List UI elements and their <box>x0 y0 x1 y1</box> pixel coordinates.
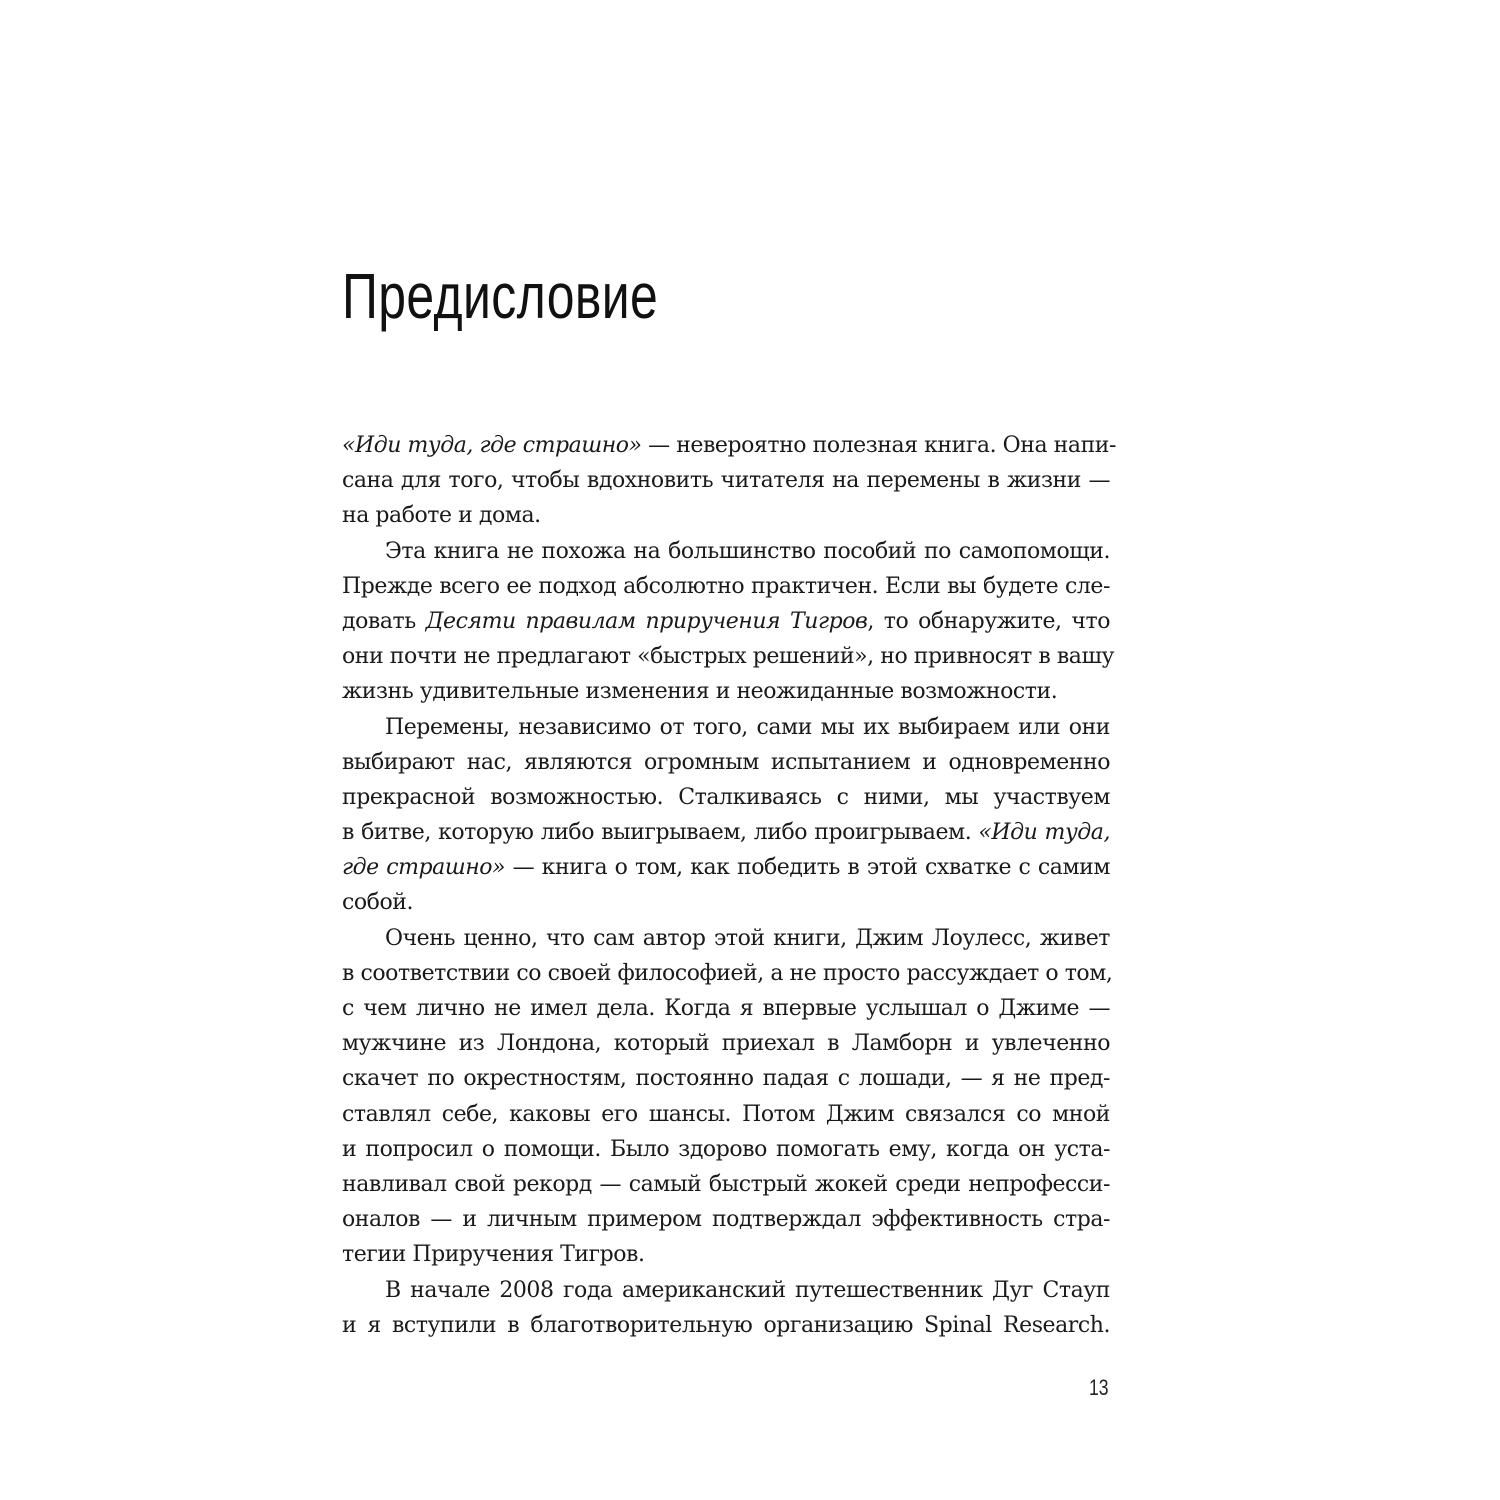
text-run: на работе и дома. <box>342 503 541 529</box>
text-run: они почти не предлагают «быстрых решений», но привносят в вашу <box>342 644 1114 670</box>
paragraph <box>342 921 1113 1273</box>
paragraph <box>342 1273 1110 1343</box>
text-line <box>342 745 1110 780</box>
italic-text: где страшно» <box>342 855 506 881</box>
text-line <box>342 1273 1110 1308</box>
text-run: Прежде всего ее подход абсолютно практичен. Если вы будете сле- <box>342 573 1110 599</box>
text-line <box>342 1026 1110 1061</box>
text-run: Эта книга не похожа на большинство пособий по самопомощи. <box>385 538 1110 564</box>
text-run: ставлял себе, каковы его шансы. Потом Джим связался со мной <box>342 1101 1110 1127</box>
text-line <box>342 1167 1110 1202</box>
text-run: Перемены, независимо от того, сами мы их выбираем или они <box>385 714 1110 740</box>
chapter-title: Предисловие <box>342 260 659 332</box>
text-run: навливал свой рекорд — самый быстрый жокей среди непрофесси- <box>342 1171 1110 1197</box>
text-line <box>342 991 1110 1026</box>
text-line <box>342 1308 1110 1343</box>
text-run: и я вступили в благотворительную организацию Spinal Research. <box>342 1312 1110 1338</box>
text-run: довать <box>342 608 426 634</box>
text-run: с чем лично не имел дела. Когда я впервые услышал о Джиме — <box>342 996 1110 1021</box>
text-line <box>342 604 1110 639</box>
text-run: прекрасной возможностью. Сталкиваясь с ними, мы участвуем <box>342 784 1110 810</box>
text-line <box>342 463 1110 498</box>
text-line <box>342 1097 1110 1132</box>
body-text <box>342 428 1116 1343</box>
text-line <box>342 921 1110 956</box>
text-line <box>342 1237 1110 1272</box>
paragraph <box>342 534 1114 710</box>
text-line <box>342 780 1110 815</box>
paragraph <box>342 428 1116 534</box>
text-run: мужчине из Лондона, который приехал в Ламборн и увлеченно <box>342 1031 1110 1057</box>
italic-text: Десяти правилам приручения Тигров <box>425 608 868 634</box>
text-run: и попросил о помощи. Было здорово помогать ему, когда он уста- <box>342 1136 1110 1162</box>
text-line <box>342 1061 1110 1096</box>
text-line <box>342 710 1110 745</box>
text-line <box>342 639 1114 674</box>
text-run: жизнь удивительные изменения и неожиданные возможности. <box>342 679 1058 705</box>
text-run: выбирают нас, являются огромным испытанием и одновременно <box>342 749 1110 775</box>
text-run: тегии Приручения Тигров. <box>342 1242 645 1268</box>
text-run: — книга о том, как победить в этой схватке с самим <box>505 855 1111 881</box>
text-run: в соответствии со своей философией, а не просто рассуждает о том, <box>342 960 1113 986</box>
text-line <box>342 569 1110 604</box>
text-line <box>342 534 1110 569</box>
text-run: скачет по окрестностям, постоянно падая с лошади, — я не пред- <box>342 1066 1110 1092</box>
text-line <box>342 674 1110 709</box>
text-run: собой. <box>342 890 414 916</box>
text-line <box>342 428 1116 463</box>
text-run: оналов — и личным примером подтверждал эффективность стра- <box>342 1207 1110 1233</box>
text-line <box>342 1202 1110 1237</box>
text-run: , то обнаружите, что <box>867 608 1111 634</box>
text-run: сана для того, чтобы вдохновить читателя на перемены в жизни — <box>342 468 1110 494</box>
text-line <box>342 498 1110 533</box>
text-line <box>342 850 1110 885</box>
italic-text: «Иди туда, где страшно» <box>342 433 642 458</box>
paragraph <box>342 710 1110 921</box>
text-run: Очень ценно, что сам автор этой книги, Джим Лоулесс, живет <box>385 925 1110 951</box>
text-line <box>342 956 1113 991</box>
text-line <box>342 1132 1110 1167</box>
text-line <box>342 815 1110 850</box>
text-line <box>342 885 1110 920</box>
text-run: в битве, которую либо выигрываем, либо проигрываем. <box>342 820 979 846</box>
page-number: 13 <box>1089 1375 1109 1400</box>
text-run: В начале 2008 года американский путешественник Дуг Стауп <box>385 1277 1110 1303</box>
text-run: — невероятно полезная книга. Она напи- <box>641 433 1116 458</box>
italic-text: «Иди туда, <box>978 820 1110 846</box>
